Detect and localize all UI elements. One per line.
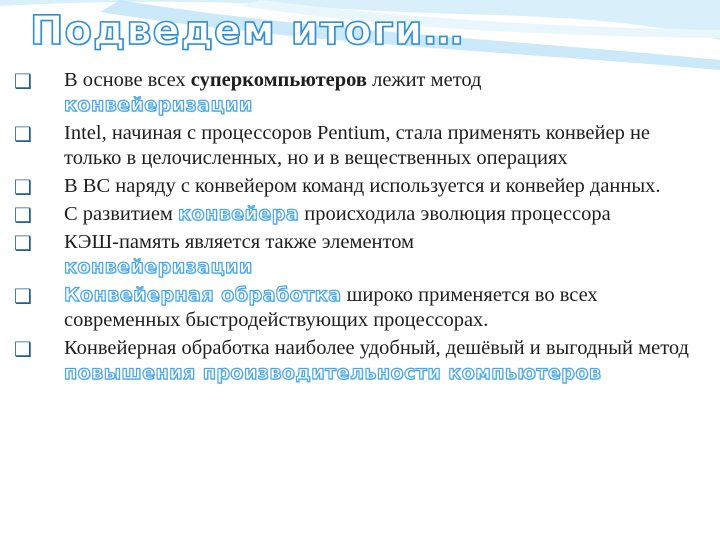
- list-item: [14, 202, 704, 227]
- highlight-text: конвейера: [178, 203, 300, 225]
- list-item: [14, 230, 704, 280]
- item-text-part: происходила эволюция процессора: [299, 203, 611, 225]
- checkbox-bullet-icon: ❑: [14, 231, 32, 255]
- item-text: [64, 69, 482, 116]
- item-text-part: КЭШ-память является также элементом: [64, 231, 415, 253]
- item-text-part: Конвейерная обработка наиболее удобный, дешёвый и выгодный метод: [64, 337, 689, 359]
- highlight-text: Конвейерная обработка: [64, 284, 342, 306]
- item-text: [64, 284, 598, 331]
- item-text-part: лежит метод: [366, 69, 482, 91]
- item-text-part: В основе всех: [64, 69, 191, 91]
- checkbox-bullet-icon: ❑: [14, 175, 32, 199]
- checkbox-bullet-icon: ❑: [14, 203, 32, 227]
- item-text-part: С развитием: [64, 203, 179, 225]
- checkbox-bullet-icon: ❑: [14, 122, 32, 146]
- item-bold-text: суперкомпьютеров: [190, 69, 367, 91]
- checkbox-bullet-icon: ❑: [14, 284, 32, 308]
- list-item: [14, 121, 704, 171]
- list-item: [14, 68, 704, 118]
- highlight-text: повышения производительности компьютеров: [64, 362, 602, 384]
- item-text: В ВС наряду с конвейером команд используется и конвейер данных.: [64, 175, 661, 197]
- highlight-text: конвейеризации: [64, 94, 253, 116]
- checkbox-bullet-icon: ❑: [14, 69, 32, 93]
- list-item: [14, 283, 704, 333]
- bullet-list: [14, 68, 704, 386]
- item-text: [64, 337, 689, 384]
- item-text: [64, 203, 611, 225]
- item-text: Intel, начиная с процессоров Pentium, стала применять конвейер не только в целочисленных, но и в вещественных операциях: [64, 122, 651, 169]
- checkbox-bullet-icon: ❑: [14, 337, 32, 361]
- list-item: [14, 174, 704, 199]
- slide-title: Подведем итоги…: [30, 8, 465, 54]
- highlight-text: конвейеризации: [64, 256, 253, 278]
- item-text-part: широко применяется во всех современных быстродействующих процессорах.: [64, 284, 598, 331]
- list-item: [14, 336, 704, 386]
- item-text: [64, 231, 414, 278]
